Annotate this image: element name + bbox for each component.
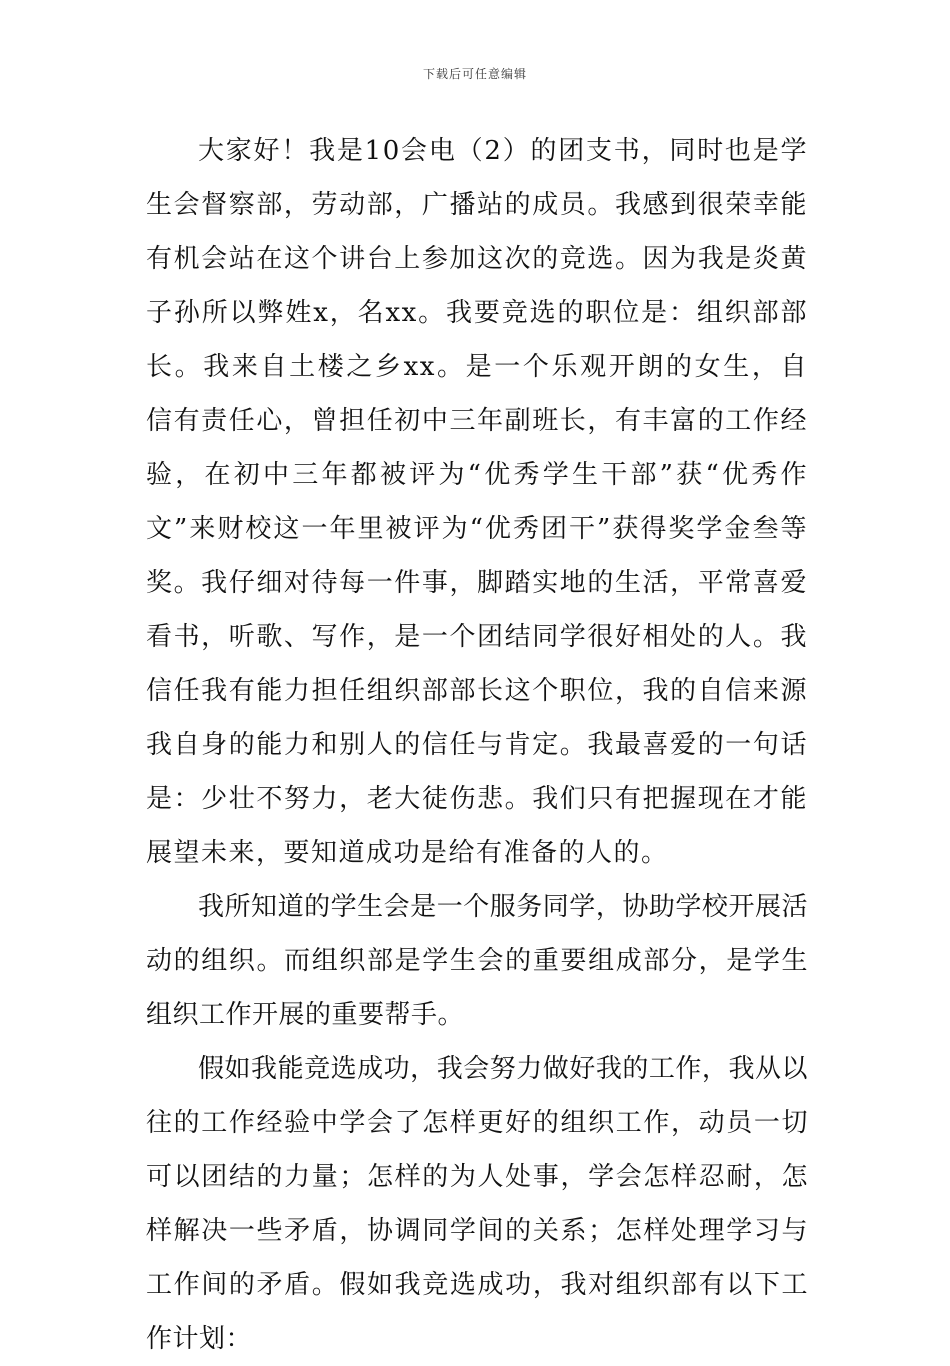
paragraph-work-plan: 假如我能竞选成功，我会努力做好我的工作，我从以往的工作经验中学会了怎样更好的组织工作，动员一切可以团结的力量；怎样的为人处事，学会怎样忍耐，怎样解决一些矛盾，协调同学间的关系；怎样处理学习与工作间的矛盾。假如我竞选成功，我对组织部有以下工作计划： (146, 1054, 808, 1354)
document-body (146, 124, 808, 1366)
paragraph-introduction: 大家好！我是10会电（2）的团支书，同时也是学生会督察部，劳动部，广播站的成员。我感到很荣幸能有机会站在这个讲台上参加这次的竞选。因为我是炎黄子孙所以弊姓x，名xx。我要竞选的职位是：组织部部长。我来自土楼之乡xx。是一个乐观开朗的女生，自信有责任心，曾担任初中三年副班长，有丰富的工作经验，在初中三年都被评为“优秀学生干部”获“优秀作文”来财校这一年里被评为“优秀团干”获得奖学金叁等奖。我仔细对待每一件事，脚踏实地的生活，平常喜爱看书，听歌、写作，是一个团结同学很好相处的人。我信任我有能力担任组织部部长这个职位，我的自信来源我自身的能力和别人的信任与肯定。我最喜爱的一句话是：少壮不努力，老大徒伤悲。我们只有把握现在才能展望未来，要知道成功是给有准备的人的。 (146, 136, 808, 868)
page-header: 下载后可任意编辑 (422, 67, 527, 81)
paragraph-student-union: 我所知道的学生会是一个服务同学，协助学校开展活动的组织。而组织部是学生会的重要组成部分，是学生组织工作开展的重要帮手。 (146, 892, 808, 1030)
